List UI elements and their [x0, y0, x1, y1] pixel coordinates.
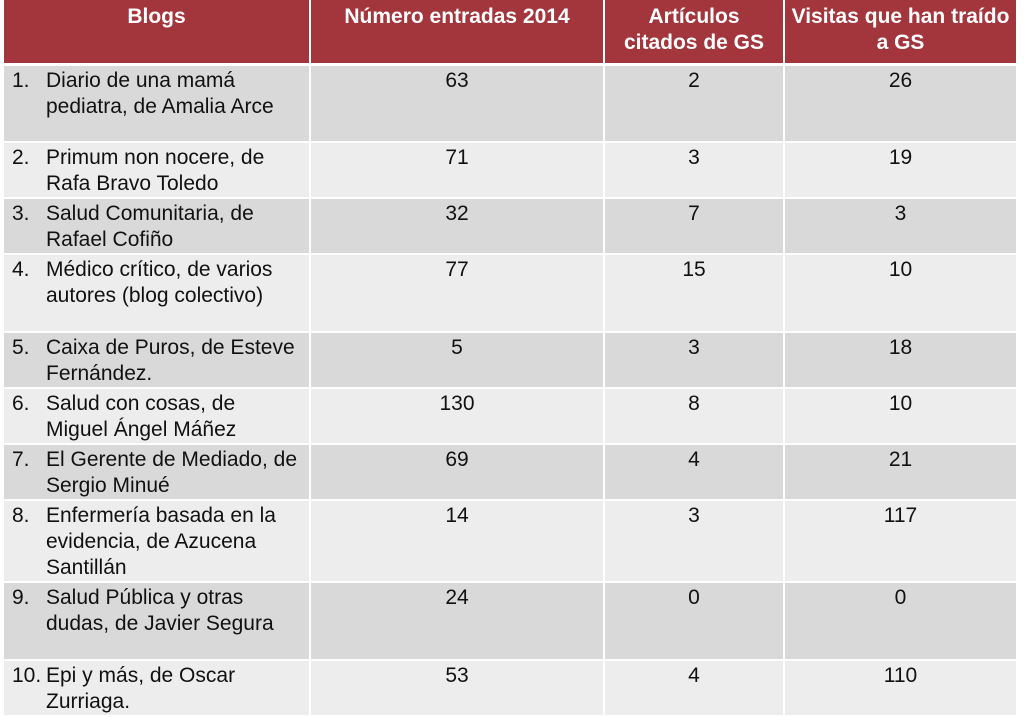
row-index: 4. [12, 258, 30, 281]
visits-cell: 0 [784, 582, 1016, 660]
header-cited: Artículos citados de GS [604, 0, 784, 64]
blog-name: Salud Comunitaria, de Rafael Cofiño [46, 202, 254, 251]
blog-name: Primum non nocere, de Rafa Bravo Toledo [46, 146, 265, 195]
cited-cell: 3 [604, 332, 784, 388]
visits-cell: 19 [784, 142, 1016, 198]
blogs-table-container [4, 0, 1016, 713]
cited-cell: 4 [604, 444, 784, 500]
table-row [4, 444, 1016, 500]
blog-cell [4, 142, 310, 198]
blog-cell [4, 500, 310, 582]
visits-cell: 3 [784, 198, 1016, 254]
blog-name: Salud con cosas, de Miguel Ángel Máñez [46, 392, 237, 441]
cited-cell: 8 [604, 388, 784, 444]
visits-cell: 10 [784, 254, 1016, 332]
blog-name: El Gerente de Mediado, de Sergio Minué [46, 448, 297, 497]
blog-name: Caixa de Puros, de Esteve Fernández. [46, 336, 295, 385]
blog-cell [4, 444, 310, 500]
blog-cell [4, 198, 310, 254]
visits-cell: 26 [784, 64, 1016, 142]
cited-cell: 3 [604, 500, 784, 582]
cited-cell: 4 [604, 660, 784, 716]
header-visits: Visitas que han traído a GS [784, 0, 1016, 64]
blogs-table [4, 0, 1016, 717]
table-row [4, 198, 1016, 254]
blog-cell [4, 582, 310, 660]
header-entries: Número entradas 2014 [310, 0, 604, 64]
blog-cell [4, 64, 310, 142]
blog-name: Enfermería basada en la evidencia, de Azucena Santillán [46, 504, 276, 579]
blog-name: Epi y más, de Oscar Zurriaga. [46, 664, 236, 713]
cited-cell: 7 [604, 198, 784, 254]
cited-cell: 2 [604, 64, 784, 142]
row-index: 2. [12, 146, 30, 169]
blog-cell [4, 660, 310, 716]
table-row [4, 254, 1016, 332]
row-index: 8. [12, 504, 30, 527]
blog-name: Médico crítico, de varios autores (blog colectivo) [46, 258, 273, 307]
blog-cell [4, 254, 310, 332]
cited-cell: 15 [604, 254, 784, 332]
table-row [4, 332, 1016, 388]
entries-cell: 63 [310, 64, 604, 142]
row-index: 1. [12, 68, 30, 92]
blog-cell [4, 388, 310, 444]
cited-cell: 0 [604, 582, 784, 660]
row-index: 3. [12, 202, 30, 225]
entries-cell: 32 [310, 198, 604, 254]
entries-cell: 53 [310, 660, 604, 716]
visits-cell: 117 [784, 500, 1016, 582]
entries-cell: 71 [310, 142, 604, 198]
table-row [4, 660, 1016, 716]
visits-cell: 21 [784, 444, 1016, 500]
blog-cell [4, 332, 310, 388]
table-header-row [4, 0, 1016, 64]
header-blogs: Blogs [4, 0, 310, 64]
row-index: 10. [12, 664, 42, 687]
entries-cell: 130 [310, 388, 604, 444]
visits-cell: 110 [784, 660, 1016, 716]
row-index: 7. [12, 448, 30, 471]
entries-cell: 14 [310, 500, 604, 582]
visits-cell: 18 [784, 332, 1016, 388]
table-row [4, 64, 1016, 142]
table-row [4, 582, 1016, 660]
blog-name: Salud Pública y otras dudas, de Javier Segura [46, 586, 274, 635]
table-row [4, 500, 1016, 582]
row-index: 6. [12, 392, 30, 415]
row-index: 5. [12, 336, 30, 359]
entries-cell: 69 [310, 444, 604, 500]
table-row [4, 142, 1016, 198]
entries-cell: 5 [310, 332, 604, 388]
table-row [4, 388, 1016, 444]
entries-cell: 77 [310, 254, 604, 332]
visits-cell: 10 [784, 388, 1016, 444]
cited-cell: 3 [604, 142, 784, 198]
blog-name: Diario de una mamá pediatra, de Amalia Arce [46, 68, 274, 118]
entries-cell: 24 [310, 582, 604, 660]
row-index: 9. [12, 586, 30, 609]
